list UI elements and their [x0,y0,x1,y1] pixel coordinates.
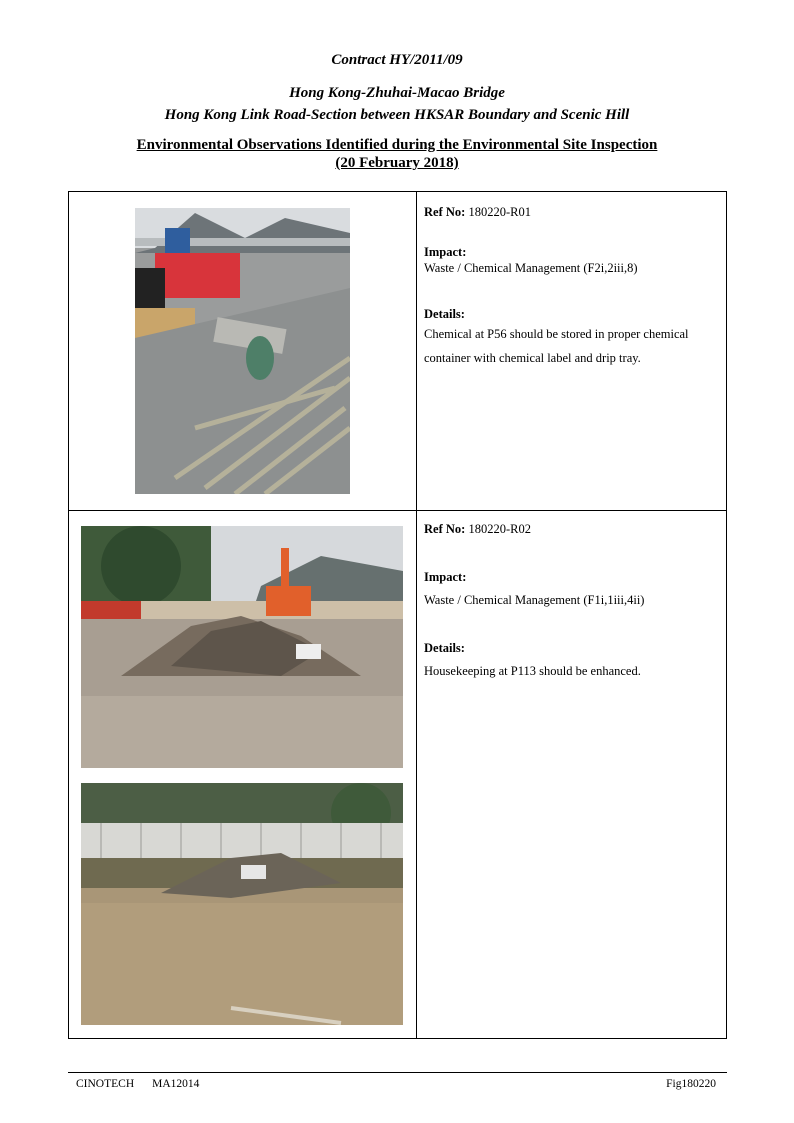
footer-code: MA12014 [152,1078,200,1090]
ref-value: 180220-R02 [468,522,531,536]
impact-value: Waste / Chemical Management (F1i,1iii,4ii) [424,593,645,607]
contract-number: Contract HY/2011/09 [331,52,463,68]
document-title-line2: (20 February 2018) [335,155,459,171]
impact-label: Impact: [424,570,467,584]
impact-label: Impact: [424,245,467,259]
details-label: Details: [424,641,465,655]
footer-left [76,1078,217,1090]
footer-company: CINOTECH [76,1078,135,1090]
impact-value: Waste / Chemical Management (F2i,2iii,8) [424,261,638,275]
footer-divider [68,1072,727,1073]
details-line1: Housekeeping at P113 should be enhanced. [424,664,641,678]
footer-figure-number: Fig180220 [666,1078,716,1090]
column-divider [416,192,417,1038]
ref-value: 180220-R01 [468,205,531,219]
project-title-line1: Hong Kong-Zhuhai-Macao Bridge [289,85,505,101]
project-title-line2: Hong Kong Link Road-Section between HKSAR Boundary and Scenic Hill [164,107,630,123]
site-photo-r01 [135,208,350,494]
site-photo-r02-b [81,783,403,1025]
observation-table [68,191,727,1039]
observation-r01 [424,204,719,370]
ref-label: Ref No: [424,205,466,219]
details-line2: container with chemical label and drip tray. [424,351,641,365]
document-title-line1: Environmental Observations Identified during the Environmental Site Inspection [136,137,658,153]
details-label: Details: [424,307,465,321]
details-line1: Chemical at P56 should be stored in proper chemical [424,327,689,341]
ref-label: Ref No: [424,522,466,536]
site-photo-r02-a [81,526,403,768]
observation-r02 [424,521,719,679]
row-divider [69,510,726,511]
